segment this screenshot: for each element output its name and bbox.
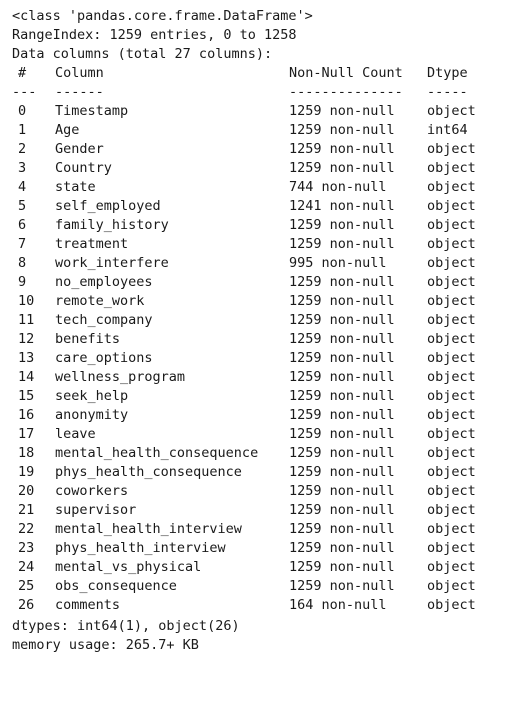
row-dtype: object: [427, 597, 476, 613]
row-dtype: object: [427, 103, 476, 119]
row-non-null-count: 1259 non-null: [289, 426, 395, 442]
row-column-name: treatment: [55, 236, 129, 252]
row-non-null-count: 1259 non-null: [289, 350, 395, 366]
row-non-null-count: 1259 non-null: [289, 217, 395, 233]
row-dtype: object: [427, 274, 476, 290]
row-dtype: object: [427, 255, 476, 271]
row-index: 15: [18, 388, 35, 404]
row-column-name: state: [55, 179, 96, 195]
row-non-null-count: 1259 non-null: [289, 483, 395, 499]
row-index: 5: [18, 198, 27, 214]
row-column-name: Age: [55, 122, 80, 138]
row-index: 21: [18, 502, 35, 518]
row-index: 12: [18, 331, 35, 347]
row-dtype: object: [427, 502, 476, 518]
row-column-name: leave: [55, 426, 96, 442]
row-non-null-count: 1259 non-null: [289, 236, 395, 252]
row-dtype: object: [427, 369, 476, 385]
range-index-line: RangeIndex: 1259 entries, 0 to 1258: [12, 27, 297, 43]
row-dtype: object: [427, 559, 476, 575]
row-dtype: object: [427, 160, 476, 176]
row-column-name: no_employees: [55, 274, 153, 290]
row-dtype: object: [427, 236, 476, 252]
row-index: 17: [18, 426, 35, 442]
row-column-name: Timestamp: [55, 103, 129, 119]
row-dtype: object: [427, 198, 476, 214]
row-index: 19: [18, 464, 35, 480]
rule-dtype: -----: [427, 84, 468, 100]
row-index: 25: [18, 578, 35, 594]
row-index: 3: [18, 160, 27, 176]
dtypes-summary-line: dtypes: int64(1), object(26): [12, 618, 240, 634]
row-index: 7: [18, 236, 27, 252]
row-dtype: object: [427, 350, 476, 366]
header-index: #: [18, 65, 27, 81]
row-non-null-count: 1259 non-null: [289, 369, 395, 385]
row-column-name: wellness_program: [55, 369, 186, 385]
row-column-name: coworkers: [55, 483, 129, 499]
row-index: 18: [18, 445, 35, 461]
row-non-null-count: 1259 non-null: [289, 445, 395, 461]
row-non-null-count: 1259 non-null: [289, 122, 395, 138]
row-dtype: int64: [427, 122, 468, 138]
row-dtype: object: [427, 331, 476, 347]
row-non-null-count: 1259 non-null: [289, 160, 395, 176]
row-non-null-count: 1259 non-null: [289, 559, 395, 575]
row-dtype: object: [427, 445, 476, 461]
row-dtype: object: [427, 388, 476, 404]
row-non-null-count: 1259 non-null: [289, 521, 395, 537]
row-non-null-count: 1259 non-null: [289, 293, 395, 309]
rule-index: ---: [12, 84, 37, 100]
row-column-name: seek_help: [55, 388, 129, 404]
row-column-name: Country: [55, 160, 112, 176]
row-non-null-count: 1259 non-null: [289, 540, 395, 556]
row-column-name: care_options: [55, 350, 153, 366]
row-non-null-count: 1259 non-null: [289, 388, 395, 404]
row-index: 20: [18, 483, 35, 499]
row-non-null-count: 1259 non-null: [289, 141, 395, 157]
row-column-name: supervisor: [55, 502, 137, 518]
row-non-null-count: 995 non-null: [289, 255, 387, 271]
row-index: 11: [18, 312, 35, 328]
data-columns-line: Data columns (total 27 columns):: [12, 46, 273, 62]
row-index: 22: [18, 521, 35, 537]
row-dtype: object: [427, 312, 476, 328]
row-non-null-count: 1259 non-null: [289, 464, 395, 480]
table-rule-row: [12, 83, 468, 102]
row-index: 26: [18, 597, 35, 613]
row-index: 6: [18, 217, 27, 233]
rule-column: ------: [55, 84, 104, 100]
rule-non-null-count: --------------: [289, 84, 403, 100]
header-dtype: Dtype: [427, 65, 468, 81]
header-non-null-count: Non-Null Count: [289, 65, 403, 81]
row-non-null-count: 1241 non-null: [289, 198, 395, 214]
header-column: Column: [55, 65, 104, 81]
row-index: 13: [18, 350, 35, 366]
row-dtype: object: [427, 141, 476, 157]
row-column-name: benefits: [55, 331, 121, 347]
row-non-null-count: 1259 non-null: [289, 331, 395, 347]
row-non-null-count: 1259 non-null: [289, 274, 395, 290]
row-non-null-count: 164 non-null: [289, 597, 387, 613]
row-dtype: object: [427, 426, 476, 442]
row-column-name: Gender: [55, 141, 104, 157]
row-column-name: remote_work: [55, 293, 145, 309]
row-column-name: comments: [55, 597, 121, 613]
row-column-name: anonymity: [55, 407, 129, 423]
row-column-name: mental_health_consequence: [55, 445, 259, 461]
row-column-name: self_employed: [55, 198, 161, 214]
row-index: 0: [18, 103, 27, 119]
row-non-null-count: 1259 non-null: [289, 312, 395, 328]
row-column-name: phys_health_consequence: [55, 464, 242, 480]
row-non-null-count: 1259 non-null: [289, 578, 395, 594]
row-index: 9: [18, 274, 27, 290]
row-column-name: tech_company: [55, 312, 153, 328]
table-header-row: [12, 64, 468, 83]
row-column-name: mental_health_interview: [55, 521, 242, 537]
row-non-null-count: 744 non-null: [289, 179, 387, 195]
row-index: 24: [18, 559, 35, 575]
row-dtype: object: [427, 578, 476, 594]
row-index: 8: [18, 255, 27, 271]
row-column-name: obs_consequence: [55, 578, 177, 594]
row-dtype: object: [427, 483, 476, 499]
row-index: 1: [18, 122, 27, 138]
row-dtype: object: [427, 407, 476, 423]
row-non-null-count: 1259 non-null: [289, 103, 395, 119]
row-dtype: object: [427, 540, 476, 556]
row-non-null-count: 1259 non-null: [289, 407, 395, 423]
row-index: 16: [18, 407, 35, 423]
row-dtype: object: [427, 521, 476, 537]
class-line: <class 'pandas.core.frame.DataFrame'>: [12, 8, 313, 24]
row-dtype: object: [427, 179, 476, 195]
row-dtype: object: [427, 464, 476, 480]
row-column-name: work_interfere: [55, 255, 169, 271]
row-index: 2: [18, 141, 27, 157]
row-index: 10: [18, 293, 35, 309]
row-index: 23: [18, 540, 35, 556]
memory-usage-line: memory usage: 265.7+ KB: [12, 637, 199, 653]
row-dtype: object: [427, 217, 476, 233]
row-dtype: object: [427, 293, 476, 309]
row-column-name: family_history: [55, 217, 169, 233]
row-column-name: phys_health_interview: [55, 540, 226, 556]
row-non-null-count: 1259 non-null: [289, 502, 395, 518]
row-column-name: mental_vs_physical: [55, 559, 202, 575]
row-index: 14: [18, 369, 35, 385]
row-index: 4: [18, 179, 27, 195]
